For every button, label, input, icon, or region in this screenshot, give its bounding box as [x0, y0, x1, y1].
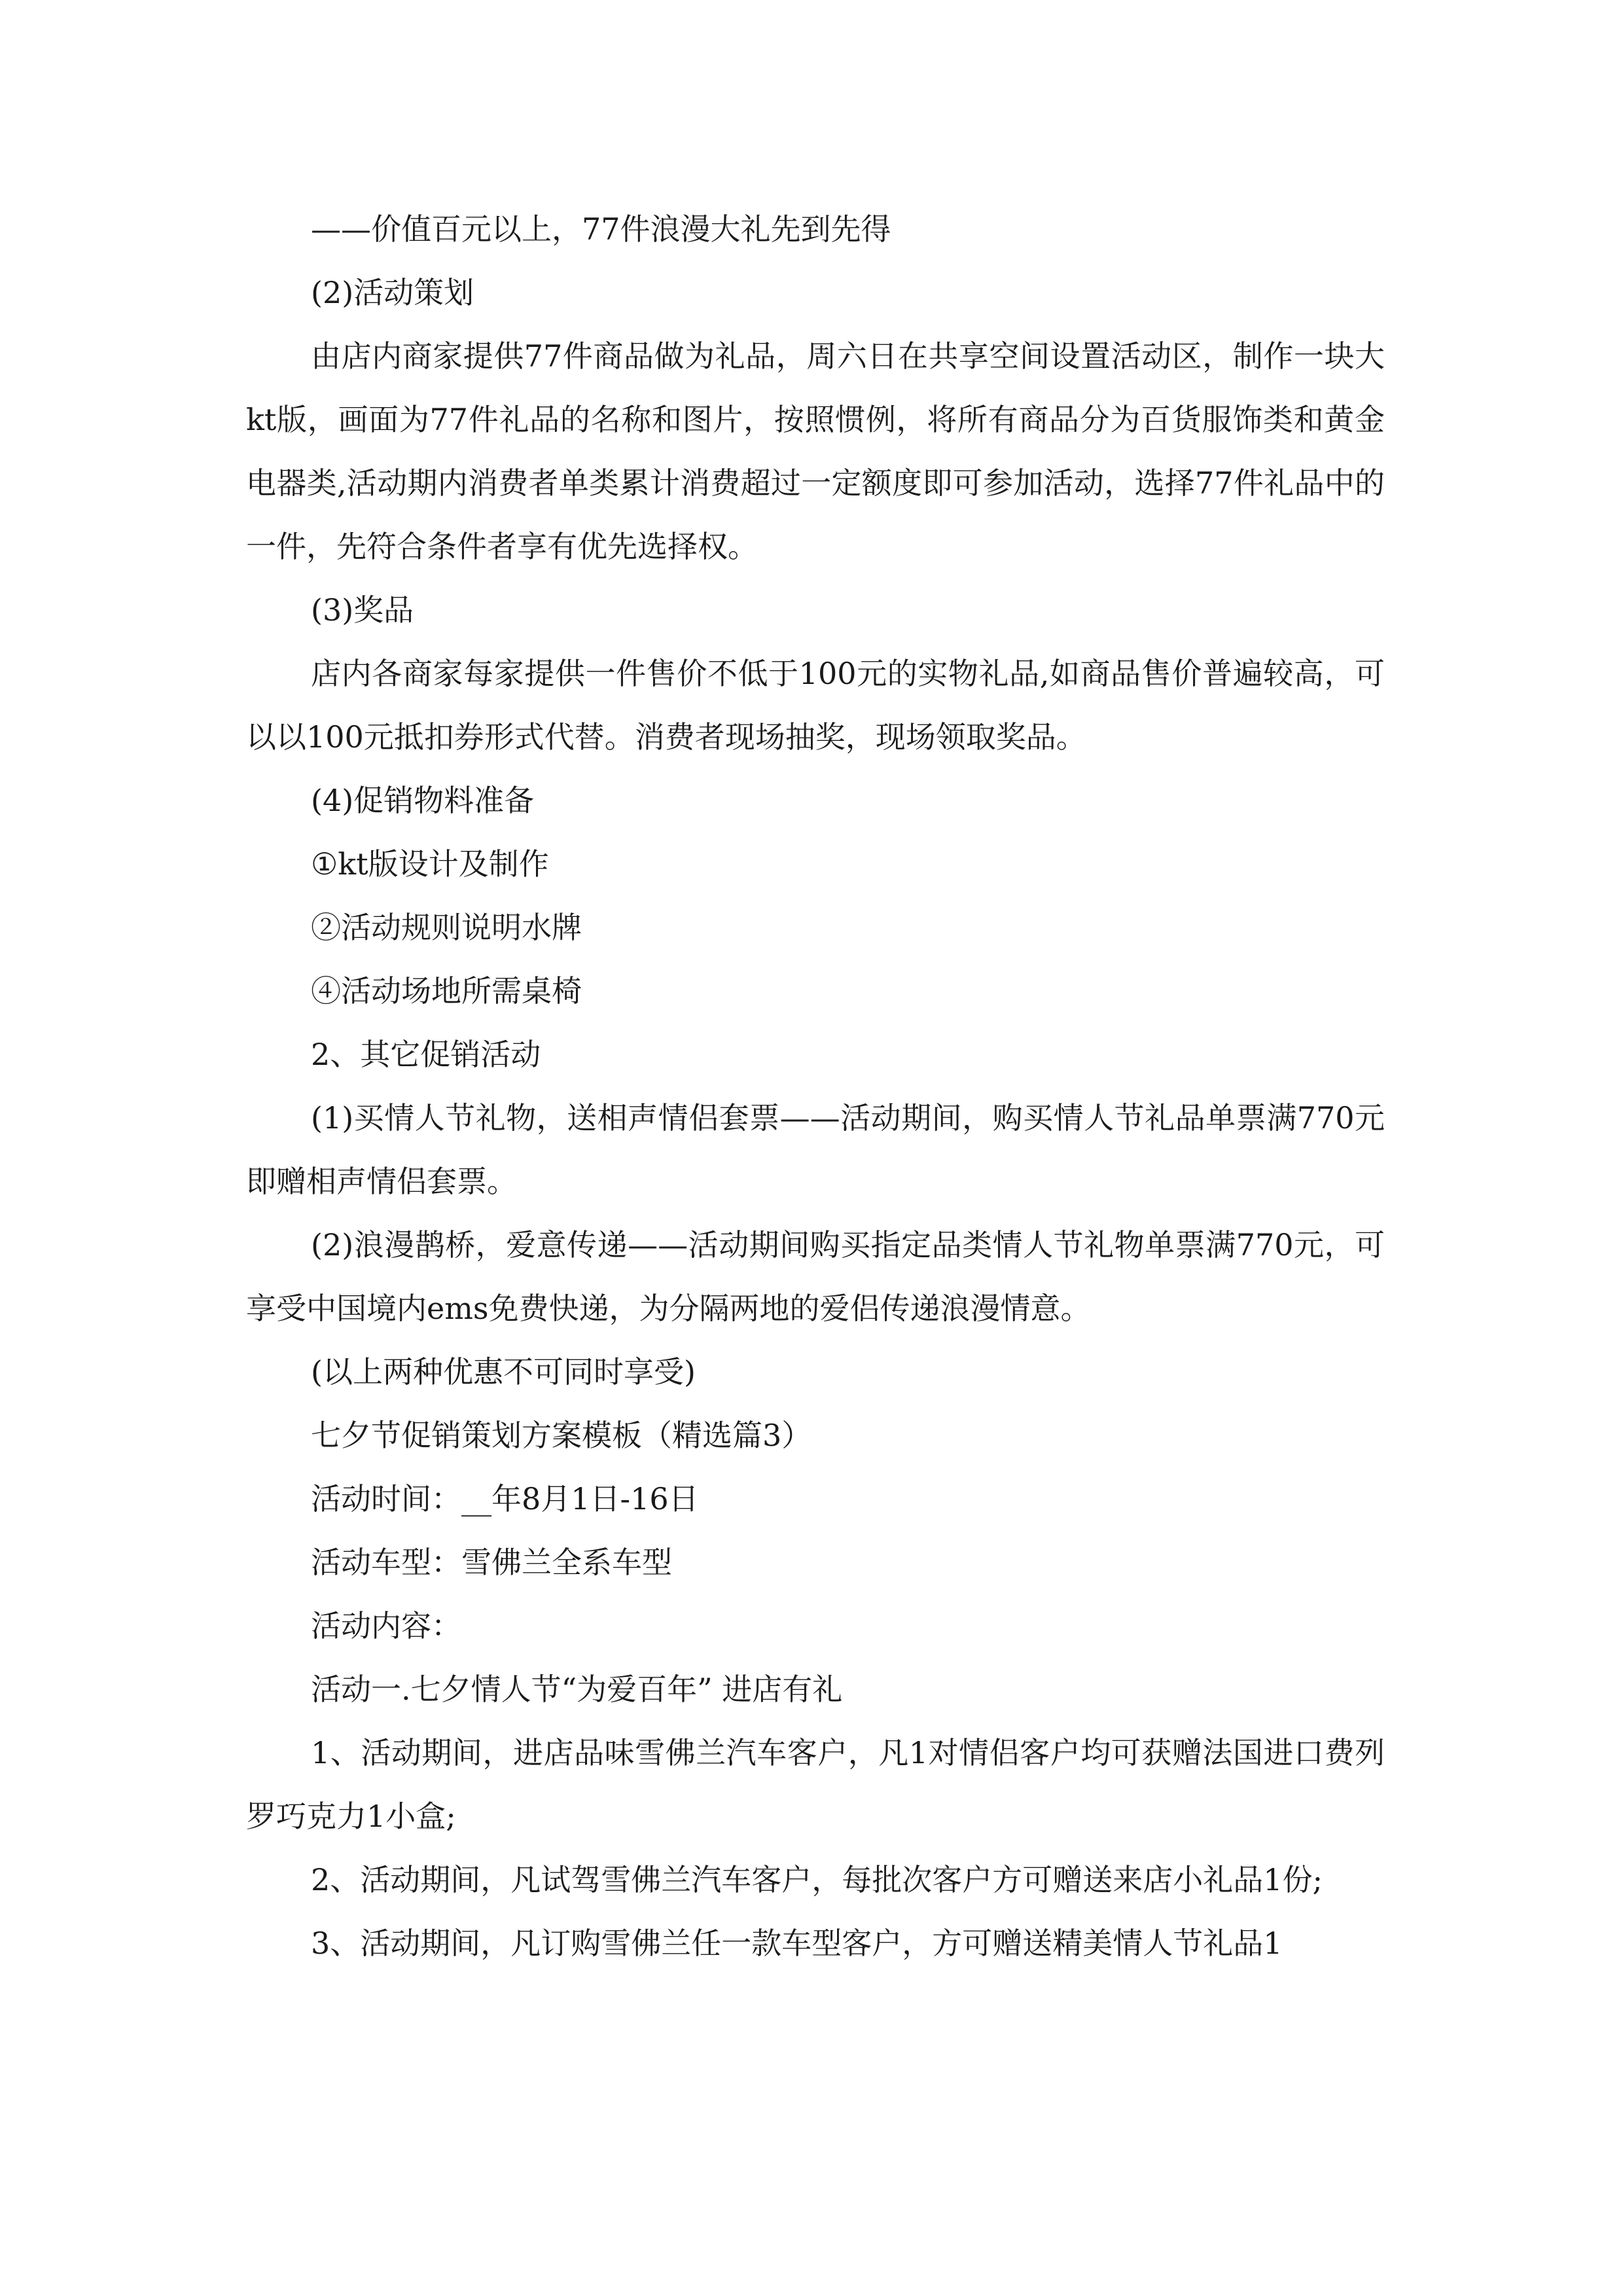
paragraph-activity-content-label: 活动内容：: [311, 1608, 461, 1643]
paragraph-heading-other-promotions: 2、其它促销活动: [311, 1037, 541, 1072]
paragraph-activity-time: 活动时间：__年8月1日-16日: [311, 1481, 699, 1516]
paragraph-slogan: ——价值百元以上，77件浪漫大礼先到先得: [311, 211, 891, 247]
list-item-activity-1: 1、活动期间，进店品味雪佛兰汽车客户，凡1对情侣客户均可获赠法国进口费列罗巧克力1小盒;: [246, 1735, 1385, 1834]
list-item-activity-3: 3、活动期间，凡订购雪佛兰任一款车型客户，方可赠送精美情人节礼品1: [311, 1926, 1283, 1961]
document-body: [246, 198, 1385, 1975]
list-item-rules-sign: ②活动规则说明水牌: [311, 910, 582, 945]
paragraph-activity-models: 活动车型：雪佛兰全系车型: [311, 1545, 672, 1580]
list-item-kt-board: ①kt版设计及制作: [311, 846, 549, 882]
paragraph-heading-activity-plan: (2)活动策划: [311, 275, 474, 310]
paragraph-note-no-combine: (以上两种优惠不可同时享受): [311, 1354, 696, 1390]
paragraph-prizes: 店内各商家每家提供一件售价不低于100元的实物礼品,如商品售价普遍较高，可以以100元抵扣券形式代替。消费者现场抽奖，现场领取奖品。: [246, 656, 1385, 755]
paragraph-heading-materials: (4)促销物料准备: [311, 783, 535, 818]
list-item-tables-chairs: ④活动场地所需桌椅: [311, 973, 582, 1009]
section-title-template-3: 七夕节促销策划方案模板（精选篇3）: [311, 1418, 812, 1453]
paragraph-heading-prizes: (3)奖品: [311, 592, 414, 628]
paragraph-promotion-ems: (2)浪漫鹊桥，爱意传递——活动期间购买指定品类情人节礼物单票满770元，可享受中国境内ems免费快递，为分隔两地的爱侣传递浪漫情意。: [246, 1227, 1385, 1326]
list-item-activity-2: 2、活动期间，凡试驾雪佛兰汽车客户，每批次客户方可赠送来店小礼品1份;: [311, 1862, 1323, 1897]
paragraph-promotion-crosstalk-tickets: (1)买情人节礼物，送相声情侣套票——活动期间，购买情人节礼品单票满770元即赠相声情侣套票。: [246, 1100, 1385, 1199]
paragraph-activity-one-title: 活动一.七夕情人节“为爱百年” 进店有礼: [311, 1672, 843, 1707]
paragraph-activity-plan: 由店内商家提供77件商品做为礼品，周六日在共享空间设置活动区，制作一块大kt版，画面为77件礼品的名称和图片，按照惯例，将所有商品分为百货服饰类和黄金电器类,活动期内消费者单类累计消费超过一定额度即可参加活动，选择77件礼品中的一件，先符合条件者享有优先选择权。: [246, 338, 1385, 564]
